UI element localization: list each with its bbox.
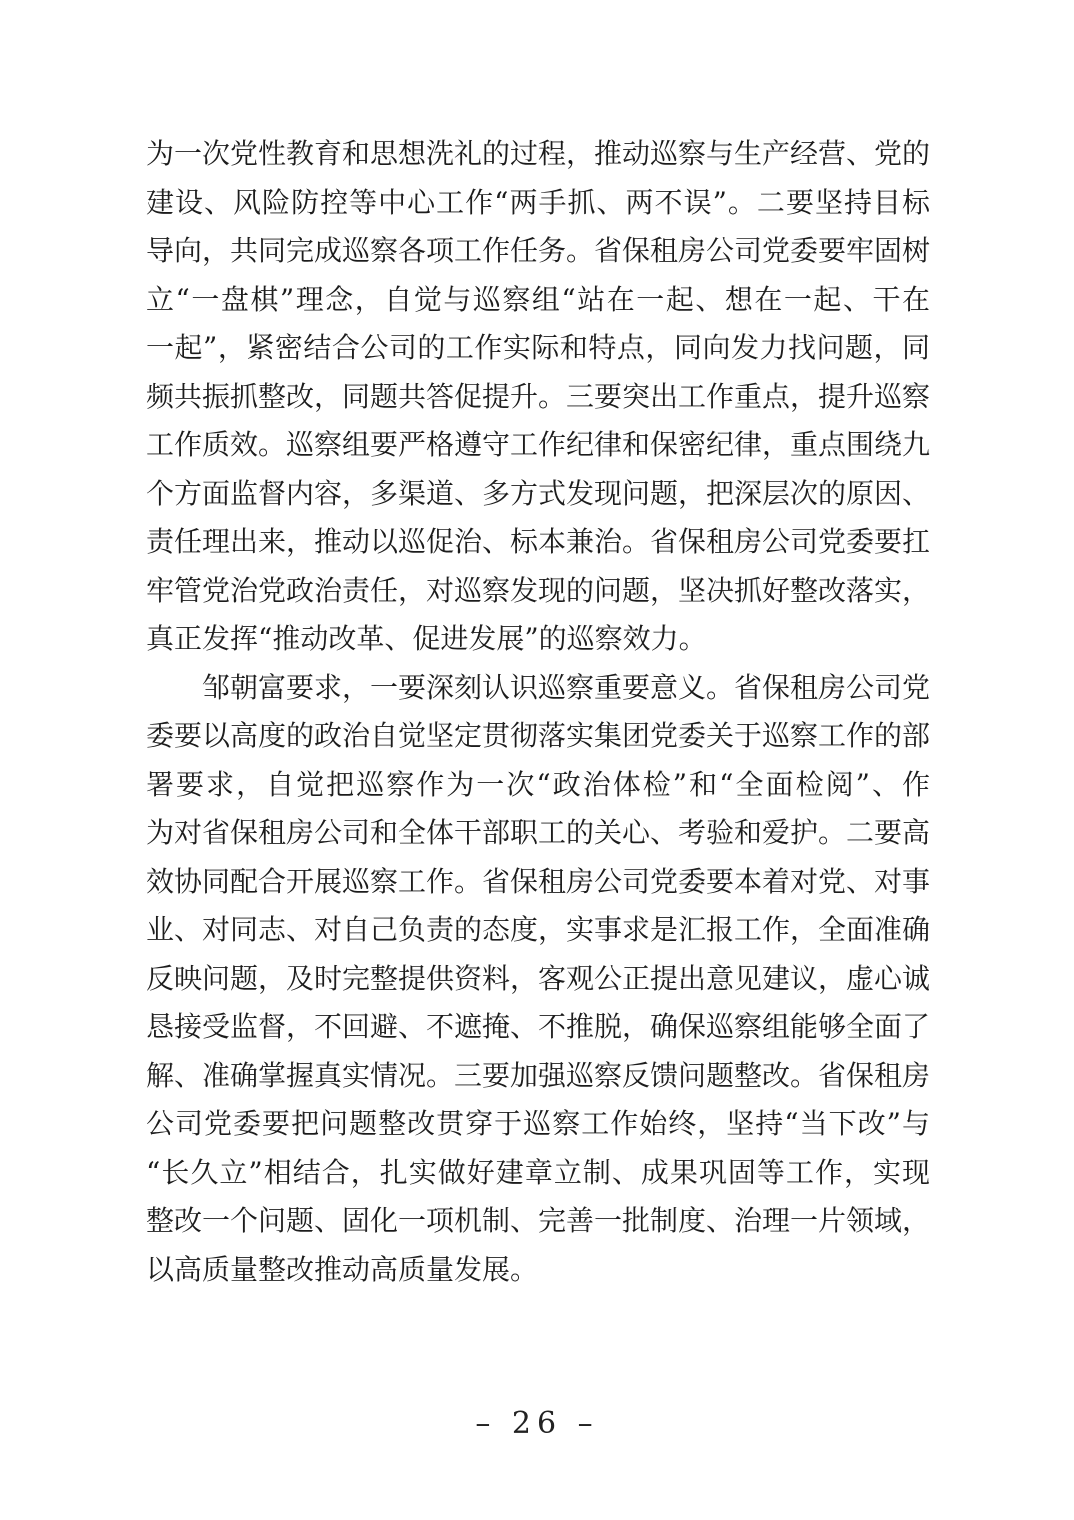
text-line: 建设、风险防控等中心工作“两手抓、两不误”。二要坚持目标 bbox=[146, 185, 930, 219]
text-line: 反映问题，及时完整提供资料，客观公正提出意见建议，虚心诚 bbox=[146, 961, 931, 995]
text-line: 立“一盘棋”理念，自觉与巡察组“站在一起、想在一起、干在 bbox=[146, 282, 930, 316]
text-line: 恳接受监督，不回避、不遮掩、不推脱，确保巡察组能够全面了 bbox=[146, 1010, 931, 1043]
text-line: 解、准确掌握真实情况。三要加强巡察反馈问题整改。省保租房 bbox=[146, 1058, 931, 1092]
page-number: – 26 – bbox=[475, 1406, 599, 1441]
text-line: 责任理出来，推动以巡促治、标本兼治。省保租房公司党委要扛 bbox=[146, 525, 931, 558]
text-line: 以高质量整改推动高质量发展。 bbox=[146, 1252, 539, 1286]
text-line: 为对省保租房公司和全体干部职工的关心、考验和爱护。二要高 bbox=[146, 816, 931, 849]
text-line: 一起”，紧密结合公司的工作实际和特点，同向发力找问题，同 bbox=[146, 331, 930, 364]
text-line: 业、对同志、对自己负责的态度，实事求是汇报工作，全面准确 bbox=[146, 913, 931, 946]
text-line: 整改一个问题、固化一项机制、完善一批制度、治理一片领域， bbox=[146, 1204, 931, 1237]
text-line: 真正发挥“推动改革、促进发展”的巡察效力。 bbox=[146, 622, 707, 655]
text-line: 委要以高度的政治自觉坚定贯彻落实集团党委关于巡察工作的部 bbox=[146, 719, 931, 752]
paragraph bbox=[146, 664, 930, 1295]
text-line: 个方面监督内容，多渠道、多方式发现问题，把深层次的原因、 bbox=[146, 476, 931, 510]
text-line: 牢管党治党政治责任，对巡察发现的问题，坚决抓好整改落实， bbox=[146, 573, 931, 607]
text-line: 署要求，自觉把巡察作为一次“政治体检”和“全面检阅”、作 bbox=[146, 767, 930, 801]
text-line: 工作质效。巡察组要严格遵守工作纪律和保密纪律，重点围绕九 bbox=[146, 428, 931, 461]
paragraph bbox=[146, 130, 930, 664]
text-line: “长久立”相结合，扎实做好建章立制、成果巩固等工作，实现 bbox=[146, 1155, 930, 1189]
text-line: 频共振抓整改，同题共答促提升。三要突出工作重点，提升巡察 bbox=[146, 379, 931, 413]
document-body bbox=[146, 130, 930, 1294]
text-line: 效协同配合开展巡察工作。省保租房公司党委要本着对党、对事 bbox=[146, 864, 931, 898]
text-line: 导向，共同完成巡察各项工作任务。省保租房公司党委要牢固树 bbox=[146, 234, 931, 267]
text-line: 公司党委要把问题整改贯穿于巡察工作始终，坚持“当下改”与 bbox=[146, 1107, 930, 1140]
text-line: 为一次党性教育和思想洗礼的过程，推动巡察与生产经营、党的 bbox=[146, 137, 931, 170]
text-line: 邹朝富要求，一要深刻认识巡察重要意义。省保租房公司党 bbox=[202, 670, 931, 704]
